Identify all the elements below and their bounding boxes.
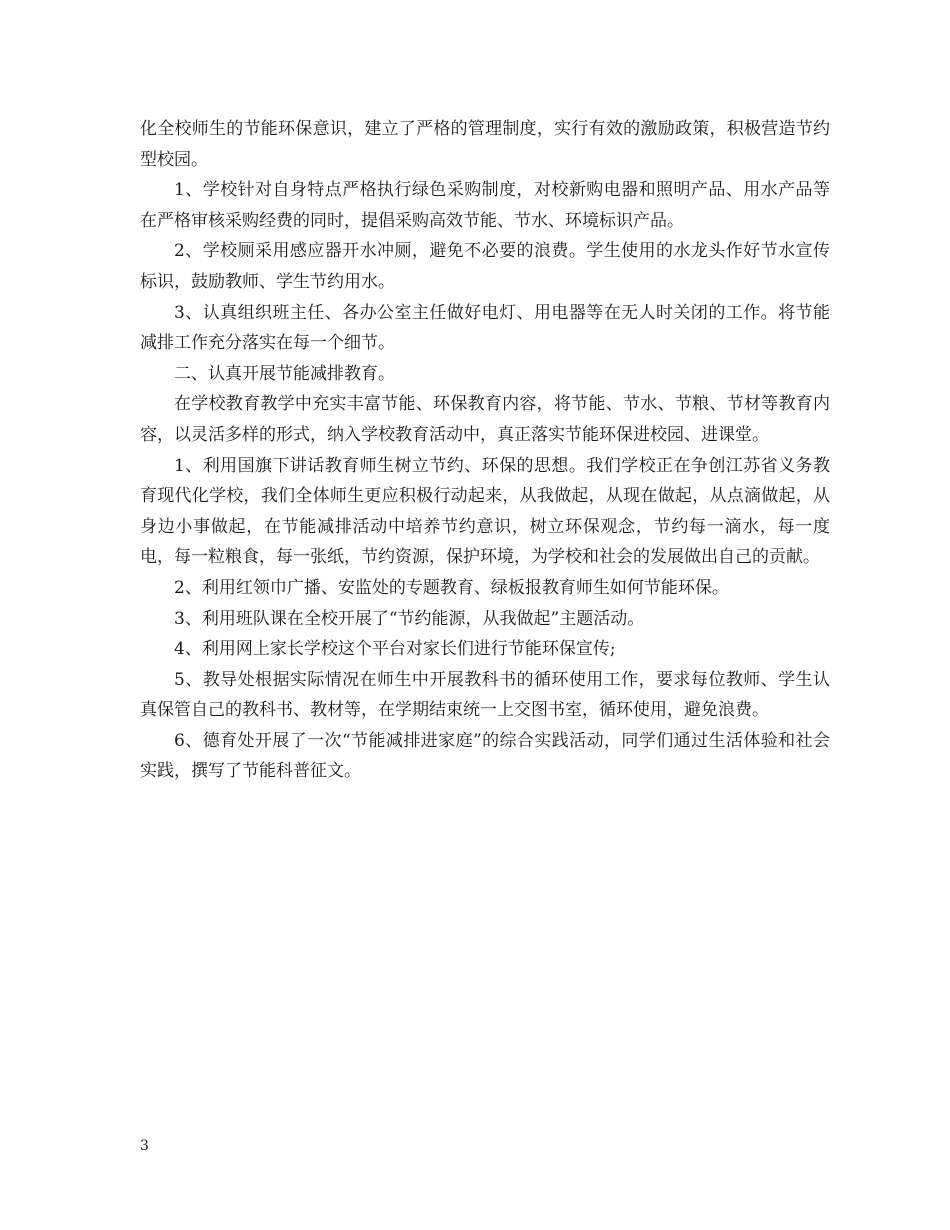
- paragraph: 化全校师生的节能环保意识，建立了严格的管理制度，实行有效的激励政策，积极营造节约型校园。: [140, 119, 830, 170]
- paragraph: 2、学校厕采用感应器开水冲厕，避免不必要的浪费。学生使用的水龙头作好节水宣传标识，鼓励教师、学生节约用水。: [140, 241, 830, 292]
- page-number: 3: [140, 1138, 149, 1154]
- paragraph: 2、利用红领巾广播、安监处的专题教育、绿板报教育师生如何节能环保。: [174, 577, 729, 598]
- body-text: [140, 114, 830, 787]
- paragraph: 5、教导处根据实际情况在师生中开展教科书的循环使用工作，要求每位教师、学生认真保管自己的教科书、教材等，在学期结束统一上交图书室，循环使用，避免浪费。: [140, 669, 830, 721]
- paragraph: 3、认真组织班主任、各办公室主任做好电灯、用电器等在无人时关闭的工作。将节能减排工作充分落实在每一个细节。: [140, 302, 830, 354]
- paragraph: 4、利用网上家长学校这个平台对家长们进行节能环保宣传;: [174, 639, 616, 660]
- paragraph: 1、利用国旗下讲话教育师生树立节约、环保的思想。我们学校正在争创江苏省义务教育现代化学校，我们全体师生更应积极行动起来，从我做起，从现在做起，从点滴做起，从身边小事做起，在节能减排活动中培养节约意识，树立环保观念，节约每一滴水，每一度电，每一粒粮食，每一张纸，节约资源，保护环境，为学校和社会的发展做出自己的贡献。: [140, 455, 830, 568]
- paragraph: 6、德育处开展了一次“节能减排进家庭”的综合实践活动，同学们通过生活体验和社会实践，撰写了节能科普征文。: [140, 730, 830, 782]
- section-heading: 二、认真开展节能减排教育。: [174, 363, 395, 384]
- paragraph: 在学校教育教学中充实丰富节能、环保教育内容，将节能、节水、节粮、节材等教育内容，以灵活多样的形式，纳入学校教育活动中，真正落实节能环保进校园、进课堂。: [140, 394, 830, 445]
- paragraph: 3、利用班队课在全校开展了“节约能源，从我做起”主题活动。: [174, 608, 645, 629]
- paragraph: 1、学校针对自身特点严格执行绿色采购制度，对校新购电器和照明产品、用水产品等在严格审核采购经费的同时，提倡采购高效节能、节水、环境标识产品。: [140, 180, 830, 231]
